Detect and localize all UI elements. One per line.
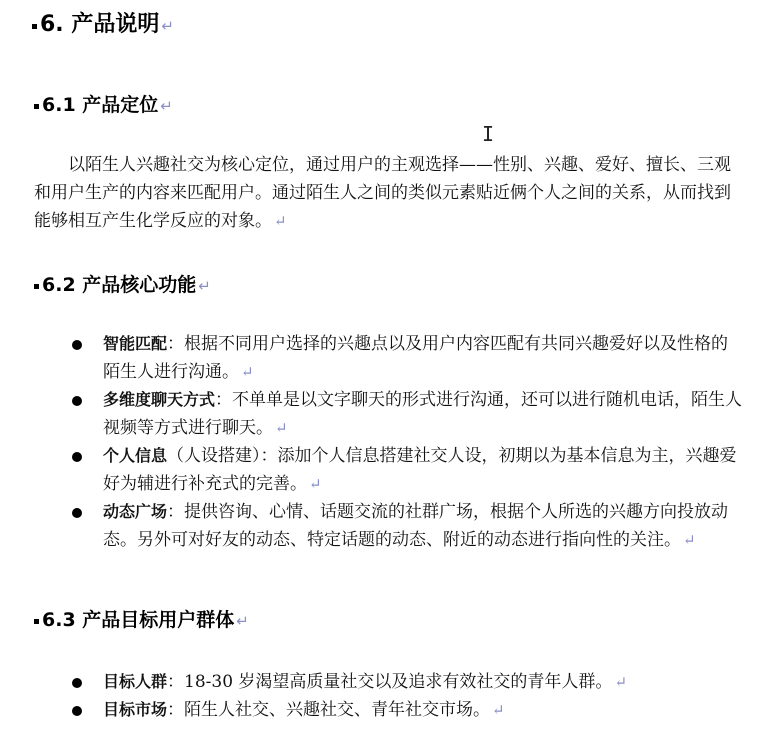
list-item-separator: ： bbox=[167, 334, 185, 354]
list-item-text: 18-30 岁渴望高质量社交以及追求有效社交的青年人群。 bbox=[184, 672, 613, 692]
bullet-icon bbox=[72, 452, 82, 462]
heading-6-2-text: 6.2 产品核心功能 bbox=[42, 274, 197, 296]
paragraph-6-1[interactable] bbox=[34, 151, 746, 235]
paragraph-mark-icon: ↵ bbox=[161, 17, 174, 35]
list-item-text: 添加个人信息搭建社交人设，初期以为基本信息为主，兴趣爱好为辅进行补充式的完善。 bbox=[103, 446, 737, 494]
bullet-icon bbox=[72, 396, 82, 406]
list-item[interactable] bbox=[0, 442, 743, 498]
bullet-icon bbox=[72, 508, 82, 518]
paragraph-mark-icon: ↵ bbox=[274, 212, 287, 230]
list-item-text: 提供咨询、心情、话题交流的社群广场，根据个人所选的兴趣方向投放动态。另外可对好友的动态、特定话题的动态、附近的动态进行指向性的关注。 bbox=[103, 502, 729, 550]
heading-6 bbox=[32, 7, 174, 38]
paragraph-mark-icon: ↵ bbox=[241, 363, 254, 381]
list-item[interactable] bbox=[0, 696, 743, 724]
list-item-term: 动态广场 bbox=[103, 502, 168, 521]
paragraph-mark-icon: ↵ bbox=[492, 701, 505, 719]
list-item-term: 目标人群 bbox=[103, 672, 168, 691]
heading-marker bbox=[32, 24, 37, 29]
heading-6-1 bbox=[34, 90, 173, 117]
bullet-icon bbox=[72, 706, 82, 716]
list-item[interactable] bbox=[0, 330, 743, 386]
paragraph-mark-icon: ↵ bbox=[236, 612, 249, 630]
list-item-text: 陌生人社交、兴趣社交、青年社交市场。 bbox=[184, 700, 491, 720]
paragraph-mark-icon: ↵ bbox=[198, 277, 211, 295]
list-item-term: 智能匹配 bbox=[103, 334, 168, 353]
heading-6-2 bbox=[34, 270, 211, 297]
heading-6-text: 6. 产品说明 bbox=[40, 12, 160, 37]
bullet-icon bbox=[72, 340, 82, 350]
paragraph-mark-icon: ↵ bbox=[614, 673, 628, 691]
list-item-separator: ： bbox=[215, 390, 233, 410]
list-item-separator: ： bbox=[167, 700, 185, 720]
list-item-separator: ： bbox=[167, 502, 185, 522]
list-item-separator: ： bbox=[167, 672, 185, 692]
paragraph-mark-icon: ↵ bbox=[275, 419, 288, 437]
list-item-separator: （人设搭建）： bbox=[167, 446, 278, 466]
core-features-list bbox=[0, 330, 779, 554]
target-users-list bbox=[0, 668, 779, 724]
list-item-text: 根据不同用户选择的兴趣点以及用户内容匹配有共同兴趣爱好以及性格的陌生人进行沟通。 bbox=[103, 334, 729, 382]
bullet-icon bbox=[72, 678, 82, 688]
list-item-term: 个人信息 bbox=[103, 446, 168, 465]
heading-marker bbox=[34, 284, 39, 289]
list-item-text: 不单单是以文字聊天的形式进行沟通，还可以进行随机电话，陌生人视频等方式进行聊天。 bbox=[103, 390, 743, 438]
list-item[interactable] bbox=[0, 386, 743, 442]
list-item[interactable] bbox=[0, 668, 743, 696]
list-item[interactable] bbox=[0, 498, 743, 554]
paragraph-mark-icon: ↵ bbox=[683, 531, 696, 549]
paragraph-mark-icon: ↵ bbox=[160, 97, 173, 115]
paragraph-mark-icon: ↵ bbox=[309, 475, 322, 493]
heading-6-3-text: 6.3 产品目标用户群体 bbox=[42, 609, 235, 631]
paragraph-6-1-text: 以陌生人兴趣社交为核心定位，通过用户的主观选择——性别、兴趣、爱好、擅长、三观和用户生产的内容来匹配用户。通过陌生人之间的类似元素贴近俩个人之间的关系，从而找到能够相互产生化学反应的对象。 bbox=[34, 155, 731, 231]
list-item-term: 多维度聊天方式 bbox=[103, 390, 216, 409]
heading-6-1-text: 6.1 产品定位 bbox=[42, 94, 159, 116]
heading-marker bbox=[34, 619, 39, 624]
list-item-term: 目标市场 bbox=[103, 700, 168, 719]
text-cursor-icon: I bbox=[482, 122, 495, 146]
heading-6-3 bbox=[34, 605, 249, 632]
heading-marker bbox=[34, 104, 39, 109]
